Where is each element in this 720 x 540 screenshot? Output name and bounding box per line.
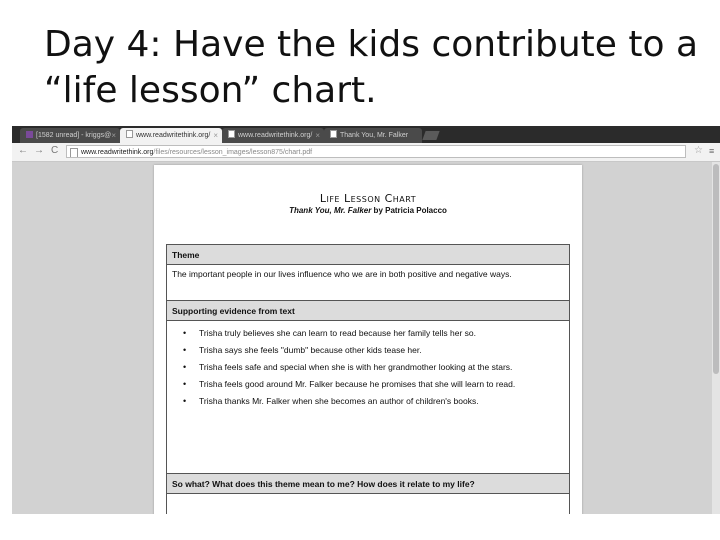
tab-label: Thank You, Mr. Falker	[340, 132, 409, 139]
tab-label: www.readwritethink.org/	[238, 132, 313, 139]
list-item: • Trisha thanks Mr. Falker when she becomes an author of children's books.	[199, 395, 561, 407]
slide-title	[44, 22, 704, 114]
page-icon	[70, 148, 78, 158]
author-line: by Patricia Polacco	[371, 206, 447, 215]
theme-header: Theme	[167, 245, 569, 265]
tab-email[interactable]	[20, 128, 120, 143]
back-arrow-icon[interactable]: ←	[18, 145, 28, 156]
tab-bar	[12, 126, 720, 143]
chart-subtitle	[154, 206, 582, 215]
slide-title-line-2: “life lesson” chart.	[44, 70, 377, 111]
address-bar[interactable]	[66, 145, 686, 158]
document-favicon-icon	[228, 130, 235, 138]
browser-screenshot	[12, 126, 720, 514]
evidence-list	[167, 321, 569, 473]
pdf-page	[154, 165, 582, 514]
tab-readwritethink[interactable]	[222, 128, 324, 143]
theme-text: The important people in our lives influence who we are in both positive and negative ways.	[167, 265, 569, 301]
list-item: • Trisha says she feels "dumb" because other kids tease her.	[199, 344, 561, 356]
evidence-cell	[167, 321, 569, 474]
book-title: Thank You, Mr. Falker	[289, 206, 372, 215]
reload-icon[interactable]: C	[51, 145, 59, 156]
tab-thank-you-mr-falker[interactable]	[324, 128, 422, 143]
scrollbar-thumb[interactable]	[713, 164, 719, 374]
list-item: • Trisha feels good around Mr. Falker because he promises that she will learn to read.	[199, 378, 561, 390]
document-favicon-icon	[330, 130, 337, 138]
slide-title-line-1: Day 4: Have the kids contribute to a	[44, 24, 699, 65]
url-host: www.readwritethink.org	[81, 149, 154, 156]
so-what-header: So what? What does this theme mean to me? How does it relate to my life?	[167, 474, 569, 494]
forward-arrow-icon[interactable]: →	[34, 145, 44, 156]
tab-readwritethink-chart[interactable]	[120, 128, 222, 143]
list-item: • Trisha feels safe and special when she is with her grandmother looking at the stars.	[199, 361, 561, 373]
tab-label: www.readwritethink.org/	[136, 132, 211, 139]
tab-label: [1582 unread] - kriggs@	[36, 132, 112, 139]
chart-title: Life Lesson Chart	[319, 192, 417, 205]
evidence-header: Supporting evidence from text	[167, 301, 569, 321]
so-what-answer-area	[167, 494, 569, 514]
tab-close-icon[interactable]: ×	[315, 131, 320, 140]
tab-close-icon[interactable]: ×	[213, 131, 218, 140]
new-tab-button[interactable]	[422, 131, 439, 140]
browser-toolbar	[12, 143, 720, 162]
life-lesson-chart-table	[166, 244, 570, 514]
bookmark-star-icon[interactable]: ☆	[694, 145, 703, 156]
document-favicon-icon	[126, 130, 133, 138]
tab-close-icon[interactable]: ×	[111, 131, 116, 140]
url-path: /files/resources/lesson_images/lesson875/chart.pdf	[153, 149, 313, 156]
email-favicon-icon	[26, 131, 33, 138]
list-item: • Trisha truly believes she can learn to read because her family tells her so.	[199, 327, 561, 339]
menu-icon[interactable]: ≡	[709, 146, 715, 156]
